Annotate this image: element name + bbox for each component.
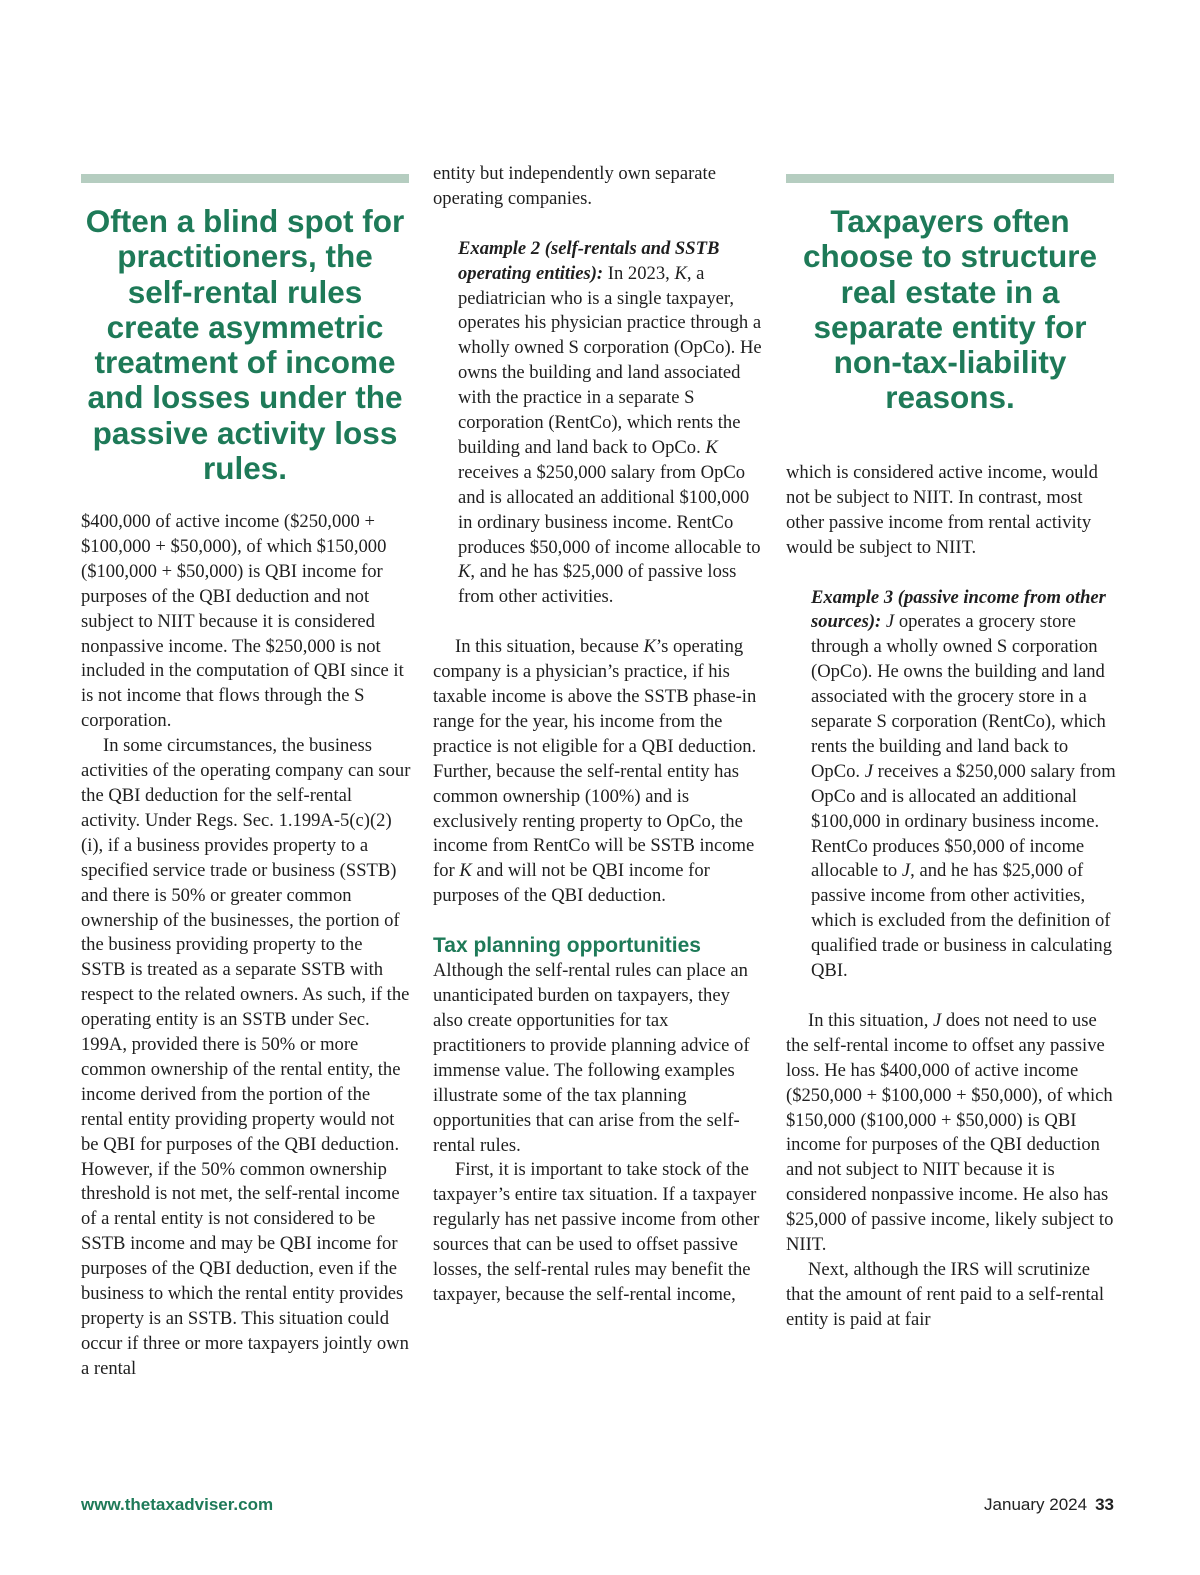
example-3-title: Example 3 (passive income from other sources):	[811, 586, 1106, 633]
middle-paragraph-3: In this situation, because K’s operating company is a physician’s practice, if his taxable income is above the SSTB phase-in range for the year, his income from the practice is not eligible for a QBI deduction. Further, because the self-rental entity has common ownership (100%) and is exclusively renting property to OpCo, the income from RentCo will be SSTB income for K and will not be QBI income for purposes of the QBI deduction.	[433, 636, 757, 907]
left-paragraph-2: In some circumstances, the business activities of the operating company can sour the QBI deduction for the self-rental activity. Under Regs. Sec. 1.199A-5(c)(2)(i), if a business provides property to a specified service trade or business (SSTB) and there is 50% or greater common ownership of the businesses, the portion of the business providing property to the SSTB is treated as a separate SSTB with respect to the related owners. As such, if the operating entity is an SSTB under Sec. 199A, provided there is 50% or more common ownership of the rental entity, the income derived from the portion of the rental entity providing property would not be QBI for purposes of the QBI deduction. However, if the 50% common ownership threshold is not met, the self-rental income of a rental entity is not considered to be SSTB income and may be QBI income for purposes of the QBI deduction, even if the business to which the rental entity provides property is an SSTB. This situation could occur if three or more taxpayers jointly own a rental	[81, 735, 411, 1379]
right-paragraph-3: In this situation, J does not need to use the self-rental income to offset any passive loss. He has $400,000 of active income ($250,000 + $100,000 + $50,000), of which $150,000 ($100,000 + $50,000) is QBI income for purposes of the QBI deduction and not subject to NIIT because it is considered nonpassive income. He also has $25,000 of passive income, likely subject to NIIT.	[786, 1009, 1114, 1256]
middle-paragraph-5: First, it is important to take stock of the taxpayer’s entire tax situation. If a taxpayer regularly has net passive income from other sources that can be used to offset passive losses, the self-rental rules may benefit the taxpayer, because the self-rental income,	[433, 1159, 760, 1305]
section-heading: Tax planning opportunities	[433, 934, 701, 958]
example-3: Example 3 (passive income from other sources): J operates a grocery store through a wholly owned S corporation (OpCo). He owns the building and land associated with the grocery store in a separate S corporation (RentCo), which rents the building and land back to OpCo. J receives a $250,000 salary from OpCo and is allocated an additional $100,000 in ordinary business income. RentCo produces $50,000 of income allocable to J, and he has $25,000 of passive income from other activities, which is excluded from the definition of qualified trade or business in calculating QBI.	[811, 586, 1116, 982]
pull-quote-left: Often a blind spot for practitioners, the self-rental rules create asymmetric treatment of income and losses under the passive activity loss rules.	[85, 203, 405, 487]
left-body	[81, 510, 411, 1382]
pull-quote-rule	[786, 174, 1114, 183]
right-paragraph-4: Next, although the IRS will scrutinize that the amount of rent paid to a self-rental entity is paid at fair	[786, 1258, 1105, 1330]
middle-paragraph-1: entity but independently own separate operating companies.	[433, 163, 716, 209]
page-number: 33	[1095, 1495, 1114, 1514]
middle-body	[433, 162, 763, 1308]
website-link[interactable]: www.thetaxadviser.com	[81, 1495, 274, 1514]
footer-date-page	[984, 1494, 1114, 1516]
right-paragraph-1: which is considered active income, would not be subject to NIIT. In contrast, most other passive income from rental activity would be subject to NIIT.	[786, 462, 1098, 558]
pull-quote-rule	[81, 174, 409, 183]
issue-date: January 2024	[984, 1495, 1088, 1514]
example-2-title: Example 2 (self-rentals and SSTB operating entities):	[458, 237, 720, 284]
pull-quote-right: Taxpayers often choose to structure real estate in a separate entity for non-tax-liability reasons.	[802, 203, 1098, 416]
example-2: Example 2 (self-rentals and SSTB operating entities): In 2023, K, a pediatrician who is a single taxpayer, operates his physician practice through a wholly owned S corporation (OpCo). He owns the building and land associated with the practice in a separate S corporation (RentCo), which rents the building and land back to OpCo. K receives a $250,000 salary from OpCo and is allocated an additional $100,000 in ordinary business income. RentCo produces $50,000 of income allocable to K, and he has $25,000 of passive loss from other activities.	[458, 237, 762, 608]
left-paragraph-1: $400,000 of active income ($250,000 + $100,000 + $50,000), of which $150,000 ($100,000 + $50,000) is QBI income for purposes of the QBI deduction and not subject to NIIT because it is considered nonpassive income. The $250,000 is not included in the computation of QBI since it is not income that flows through the S corporation.	[81, 511, 404, 732]
right-body	[786, 461, 1116, 1333]
middle-paragraph-4: Although the self-rental rules can place an unanticipated burden on taxpayers, they also create opportunities for tax practitioners to provide planning advice of immense value. The following examples illustrate some of the tax planning opportunities that can arise from the self-rental rules.	[433, 960, 750, 1156]
